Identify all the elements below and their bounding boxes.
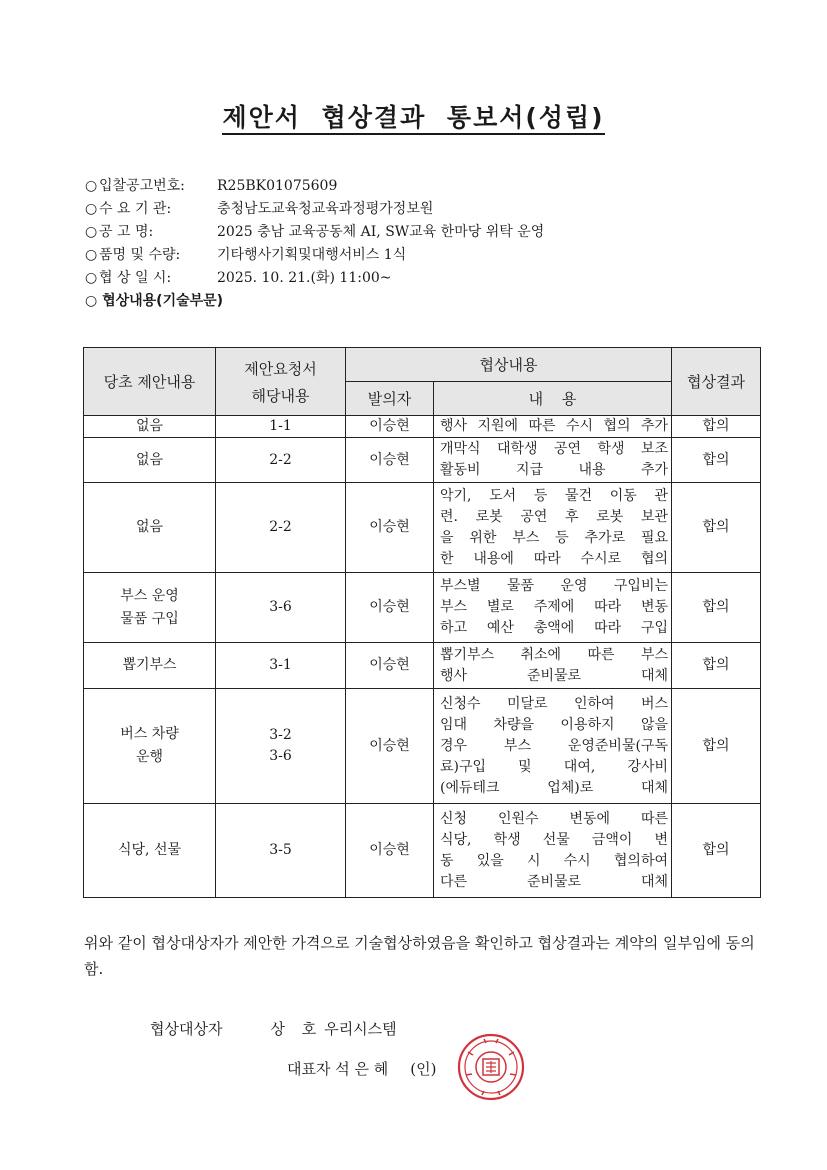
cell-original: 식당, 선물 — [84, 804, 216, 898]
cell-result: 합의 — [672, 804, 761, 898]
table-row — [84, 689, 761, 804]
info-announcement: ○ 공 고 명: 2025 충남 교육공동체 AI, SW교육 한마당 위탁 운영 — [85, 224, 545, 240]
table-row — [84, 483, 761, 573]
cell-rfp: 3-5 — [216, 804, 346, 898]
header-proposer: 발의자 — [346, 382, 434, 416]
cell-rfp: 3-1 — [216, 643, 346, 689]
cell-content: 악기, 도서 등 물건 이동 관 련. 로봇 공연 후 로봇 보관 을 위한 부스 등 추가로 필요 한 내용에 따라 수시로 협의 — [434, 483, 672, 573]
cell-proposer: 이승현 — [346, 643, 434, 689]
cell-proposer: 이승현 — [346, 573, 434, 643]
info-block — [85, 175, 544, 313]
cell-result: 합의 — [672, 416, 761, 438]
negotiation-table — [83, 347, 761, 898]
cell-result: 합의 — [672, 689, 761, 804]
table-row — [84, 804, 761, 898]
cell-content: 부스별 물품 운영 구입비는 부스 별로 주제에 따라 변동 하고 예산 총액에 따라 구입 — [434, 573, 672, 643]
cell-result: 합의 — [672, 573, 761, 643]
company-seal-stamp — [456, 1030, 526, 1104]
cell-content: 개막식 대학생 공연 학생 보조 활동비 지급 내용 추가 — [434, 438, 672, 483]
header-negotiation: 협상내용 — [346, 348, 672, 382]
cell-result: 합의 — [672, 643, 761, 689]
signature-company-row: 협상대상자 상 호 우리시스템 — [150, 1020, 397, 1038]
closing-statement: 위와 같이 협상대상자가 제안한 가격으로 기술협상하였음을 확인하고 협상결과는 계약의 일부임에 동의함. — [84, 934, 755, 978]
cell-original: 없음 — [84, 416, 216, 438]
cell-original: 없음 — [84, 438, 216, 483]
cell-original: 없음 — [84, 483, 216, 573]
cell-proposer: 이승현 — [346, 438, 434, 483]
header-rfp: 제안요청서 해당내용 — [216, 348, 346, 416]
table-row — [84, 573, 761, 643]
table-row — [84, 416, 761, 438]
table-row — [84, 438, 761, 483]
document-title: 제안서 협상결과 통보서(성립) — [0, 98, 827, 134]
header-original: 당초 제안내용 — [84, 348, 216, 416]
info-agency: ○ 수 요 기 관: 충청남도교육청교육과정평가정보원 — [85, 201, 434, 217]
cell-original: 부스 운영 물품 구입 — [84, 573, 216, 643]
cell-proposer: 이승현 — [346, 689, 434, 804]
header-result: 협상결과 — [672, 348, 761, 416]
cell-proposer: 이승현 — [346, 804, 434, 898]
info-item: ○ 품명 및 수량: 기타행사기획및대행서비스 1식 — [85, 247, 407, 263]
cell-rfp: 3-2 3-6 — [216, 689, 346, 804]
info-datetime: ○ 협 상 일 시: 2025. 10. 21.(화) 11:00~ — [85, 270, 392, 286]
table-body — [84, 416, 761, 898]
header-content: 내 용 — [434, 382, 672, 416]
cell-content: 행사 지원에 따른 수시 협의 추가 — [434, 416, 672, 438]
cell-content: 신청수 미달로 인하여 버스 임대 차량을 이용하지 않을 경우 부스 운영준비물(구독 료)구입 및 대여, 강사비 (에듀테크 업체)로 대체 — [434, 689, 672, 804]
cell-content: 신청 인원수 변동에 따른 식당, 학생 선물 금액이 변 동 있을 시 수시 협의하여 다른 준비물로 대체 — [434, 804, 672, 898]
table-row — [84, 643, 761, 689]
cell-rfp: 2-2 — [216, 438, 346, 483]
cell-rfp: 3-6 — [216, 573, 346, 643]
cell-rfp: 1-1 — [216, 416, 346, 438]
cell-proposer: 이승현 — [346, 483, 434, 573]
cell-rfp: 2-2 — [216, 483, 346, 573]
cell-result: 합의 — [672, 438, 761, 483]
cell-original: 뽑기부스 — [84, 643, 216, 689]
cell-proposer: 이승현 — [346, 416, 434, 438]
info-bid-number: ○ 입찰공고번호: R25BK01075609 — [85, 178, 338, 194]
cell-original: 버스 차량 운행 — [84, 689, 216, 804]
cell-result: 합의 — [672, 483, 761, 573]
signature-rep-row: 대표자 석 은 혜 (인) — [287, 1060, 437, 1078]
cell-content: 뽑기부스 취소에 따른 부스 행사 준비물로 대체 — [434, 643, 672, 689]
section-heading: ○ 협상내용(기술부문) — [85, 293, 224, 309]
